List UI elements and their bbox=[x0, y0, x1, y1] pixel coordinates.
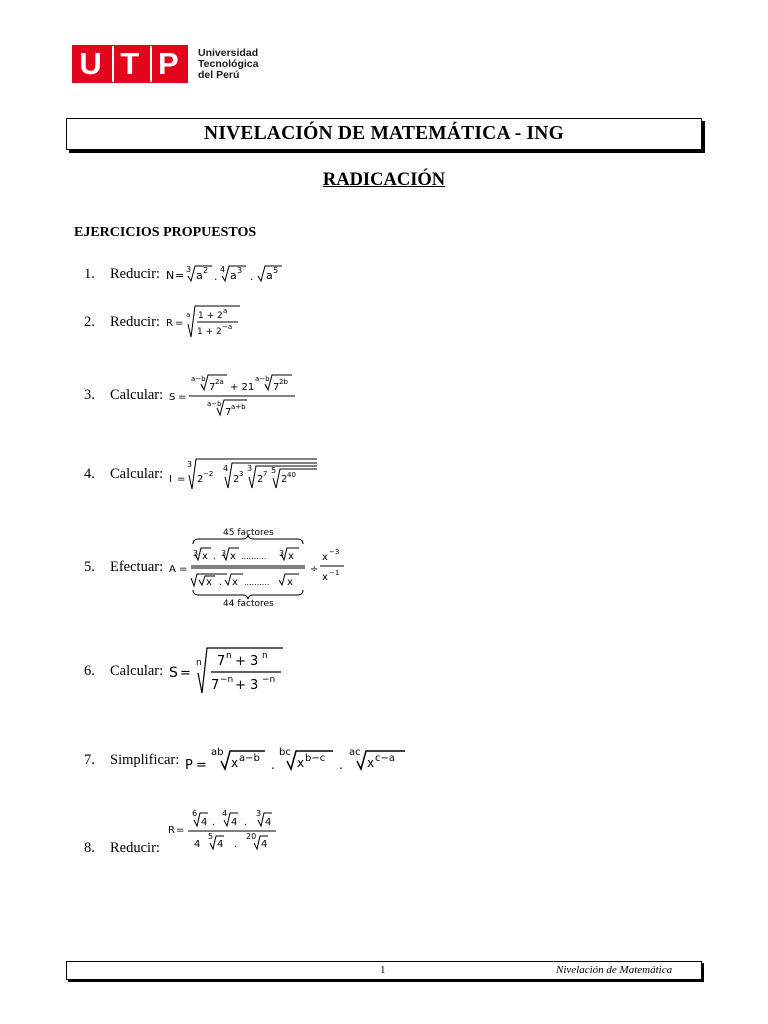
svg-text:a: a bbox=[229, 269, 237, 282]
svg-text:3: 3 bbox=[221, 549, 227, 558]
svg-text:=: = bbox=[196, 758, 208, 773]
svg-text:=: = bbox=[176, 825, 185, 836]
svg-text:x: x bbox=[322, 552, 329, 563]
formula-var: P bbox=[185, 758, 194, 773]
formula-var: R bbox=[168, 825, 175, 836]
page-title: NIVELACIÓN DE MATEMÁTICA - ING bbox=[204, 123, 564, 144]
svg-text:3: 3 bbox=[279, 549, 285, 558]
logo-text-line: Tecnológica bbox=[198, 57, 259, 70]
svg-text:4: 4 bbox=[265, 817, 272, 828]
svg-text:5: 5 bbox=[272, 266, 279, 275]
exercise-number: 2. bbox=[84, 313, 95, 330]
exercise-6 bbox=[84, 645, 292, 697]
svg-text:x: x bbox=[202, 551, 209, 562]
exercise-label: Reducir: bbox=[110, 265, 160, 282]
svg-text:.: . bbox=[249, 270, 254, 283]
exercise-label: Efectuar: bbox=[110, 558, 164, 575]
svg-text:.: . bbox=[213, 551, 217, 562]
formula-var: I bbox=[169, 474, 173, 485]
logo-text-line: Universidad bbox=[198, 46, 259, 59]
svg-text:3: 3 bbox=[247, 464, 253, 473]
svg-text:5: 5 bbox=[271, 466, 277, 475]
formula-8 bbox=[166, 806, 286, 854]
exercise-label: Calcular: bbox=[110, 386, 164, 403]
svg-text:.: . bbox=[244, 817, 248, 828]
exercise-number: 4. bbox=[84, 465, 95, 482]
page-subtitle: RADICACIÓN bbox=[322, 170, 446, 190]
formula-var: S bbox=[169, 665, 179, 681]
svg-text:−2: −2 bbox=[203, 470, 214, 478]
svg-text:3: 3 bbox=[185, 265, 192, 274]
exercise-1 bbox=[84, 262, 294, 286]
exercise-2 bbox=[84, 304, 254, 340]
svg-text:7: 7 bbox=[225, 407, 232, 418]
section-title: EJERCICIOS PROPUESTOS bbox=[74, 225, 257, 240]
formula-1 bbox=[164, 262, 294, 286]
svg-text:.: . bbox=[219, 577, 223, 588]
exercise-label: Reducir: bbox=[110, 313, 160, 330]
utp-logo bbox=[72, 44, 258, 84]
svg-text:.: . bbox=[271, 758, 276, 772]
exercise-number: 1. bbox=[84, 265, 95, 282]
footer-title: Nivelación de Matemática bbox=[556, 964, 673, 976]
svg-text:2: 2 bbox=[202, 266, 209, 275]
formula-3 bbox=[167, 372, 317, 418]
svg-text:7: 7 bbox=[263, 470, 268, 478]
page-number: 1 bbox=[380, 964, 386, 976]
exercise-number: 6. bbox=[84, 662, 95, 679]
formula-8-wrapper bbox=[166, 806, 286, 859]
formula-5 bbox=[167, 522, 352, 612]
formula-var: N bbox=[165, 269, 175, 282]
svg-text:7: 7 bbox=[209, 382, 216, 393]
formula-7 bbox=[183, 745, 413, 775]
logo-university-name bbox=[198, 48, 258, 81]
svg-text:3: 3 bbox=[187, 460, 193, 469]
svg-text:=: = bbox=[179, 564, 188, 575]
svg-text:6: 6 bbox=[192, 809, 198, 818]
svg-text:=: = bbox=[177, 474, 186, 485]
svg-text:3: 3 bbox=[193, 549, 199, 558]
logo-letter-u: U bbox=[79, 46, 104, 81]
formula-2 bbox=[164, 304, 254, 340]
svg-text:..........: .......... bbox=[241, 552, 267, 561]
logo-letter-p: P bbox=[150, 46, 187, 82]
svg-text:x: x bbox=[231, 756, 239, 770]
exercise-label: Reducir: bbox=[110, 840, 160, 856]
svg-text:3: 3 bbox=[256, 809, 262, 818]
exercise-number: 5. bbox=[84, 558, 95, 575]
bottom-brace-label: 44 factores bbox=[223, 599, 274, 609]
svg-text:a−b: a−b bbox=[191, 375, 206, 383]
formula-4 bbox=[167, 457, 327, 491]
svg-text:x: x bbox=[322, 572, 329, 583]
svg-text:7: 7 bbox=[217, 654, 226, 669]
svg-text:2: 2 bbox=[281, 474, 288, 485]
svg-text:.: . bbox=[234, 839, 238, 850]
svg-text:÷: ÷ bbox=[310, 564, 319, 575]
svg-text:4: 4 bbox=[223, 464, 229, 473]
exercise-3 bbox=[84, 372, 317, 418]
svg-text:..........: .......... bbox=[244, 578, 270, 587]
svg-text:n: n bbox=[196, 658, 202, 668]
svg-text:a−b: a−b bbox=[239, 753, 261, 764]
svg-text:n: n bbox=[262, 651, 268, 661]
svg-text:c−a: c−a bbox=[375, 753, 396, 764]
svg-text:ab: ab bbox=[211, 747, 224, 758]
svg-text:7: 7 bbox=[211, 678, 220, 693]
svg-text:4: 4 bbox=[219, 265, 226, 274]
svg-text:x: x bbox=[230, 551, 237, 562]
svg-text:.: . bbox=[339, 758, 344, 772]
formula-var: R bbox=[165, 318, 173, 329]
exercise-5 bbox=[84, 522, 352, 612]
svg-text:n: n bbox=[226, 651, 232, 661]
svg-text:2a: 2a bbox=[215, 378, 224, 386]
svg-text:4: 4 bbox=[217, 839, 224, 850]
svg-text:40: 40 bbox=[287, 471, 297, 479]
svg-text:7: 7 bbox=[273, 382, 280, 393]
svg-text:=: = bbox=[180, 666, 192, 681]
logo-text-line: del Perú bbox=[198, 68, 240, 81]
svg-text:2b: 2b bbox=[279, 378, 289, 386]
svg-text:+ 3: + 3 bbox=[235, 678, 259, 693]
svg-text:2: 2 bbox=[197, 474, 204, 485]
svg-text:4: 4 bbox=[194, 839, 201, 850]
svg-text:a+b: a+b bbox=[231, 403, 246, 411]
logo-letters bbox=[72, 45, 188, 83]
svg-text:a: a bbox=[222, 307, 228, 315]
svg-text:x: x bbox=[367, 756, 375, 770]
exercise-7 bbox=[84, 745, 413, 775]
svg-text:+ 21: + 21 bbox=[230, 382, 255, 393]
svg-text:−n: −n bbox=[220, 675, 234, 685]
exercise-4 bbox=[84, 457, 327, 491]
svg-text:x: x bbox=[288, 551, 295, 562]
svg-text:.: . bbox=[213, 270, 218, 283]
svg-text:1 + 2: 1 + 2 bbox=[197, 311, 223, 321]
svg-text:20: 20 bbox=[246, 832, 257, 841]
svg-text:x: x bbox=[287, 577, 294, 588]
svg-text:4: 4 bbox=[201, 817, 208, 828]
top-brace-label: 45 factores bbox=[223, 528, 274, 538]
svg-text:−3: −3 bbox=[329, 548, 340, 556]
svg-text:2: 2 bbox=[233, 474, 240, 485]
svg-text:=: = bbox=[178, 392, 187, 403]
svg-text:3: 3 bbox=[239, 470, 244, 478]
svg-text:a−b: a−b bbox=[255, 375, 270, 383]
exercise-label: Calcular: bbox=[110, 662, 164, 679]
svg-text:5: 5 bbox=[208, 832, 214, 841]
formula-var: S bbox=[169, 392, 176, 403]
svg-text:−1: −1 bbox=[329, 569, 340, 577]
svg-text:4: 4 bbox=[261, 839, 268, 850]
svg-text:bc: bc bbox=[279, 747, 292, 758]
exercise-label: Calcular: bbox=[110, 465, 164, 482]
svg-text:=: = bbox=[174, 318, 184, 329]
svg-text:a: a bbox=[195, 269, 203, 282]
svg-text:1 + 2: 1 + 2 bbox=[196, 327, 222, 337]
exercise-label: Simplificar: bbox=[110, 751, 180, 768]
exercise-number: 8. bbox=[84, 840, 95, 856]
svg-text:=: = bbox=[174, 269, 185, 282]
svg-text:x: x bbox=[232, 577, 239, 588]
svg-text:−n: −n bbox=[262, 675, 276, 685]
svg-text:b−c: b−c bbox=[305, 753, 326, 764]
title-box bbox=[66, 118, 702, 150]
svg-text:−a: −a bbox=[221, 323, 233, 331]
svg-text:x: x bbox=[206, 577, 213, 588]
svg-text:a−b: a−b bbox=[207, 400, 222, 408]
svg-text:x: x bbox=[297, 756, 305, 770]
formula-var: A bbox=[169, 564, 176, 575]
svg-text:.: . bbox=[212, 817, 216, 828]
exercise-number: 7. bbox=[84, 751, 95, 768]
exercise-8 bbox=[84, 840, 164, 857]
svg-text:a: a bbox=[265, 269, 273, 282]
svg-text:4: 4 bbox=[222, 809, 228, 818]
svg-text:a: a bbox=[185, 311, 191, 319]
formula-6 bbox=[167, 645, 292, 697]
svg-text:4: 4 bbox=[231, 817, 238, 828]
svg-text:ac: ac bbox=[349, 747, 361, 758]
exercise-number: 3. bbox=[84, 386, 95, 403]
logo-letter-t: T bbox=[112, 46, 147, 82]
svg-text:2: 2 bbox=[257, 474, 264, 485]
svg-text:+ 3: + 3 bbox=[235, 654, 259, 669]
svg-text:3: 3 bbox=[236, 266, 243, 275]
